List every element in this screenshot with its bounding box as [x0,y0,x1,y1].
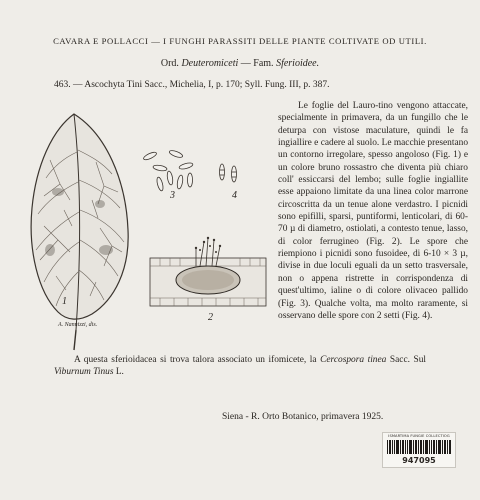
figure-label-3: 3 [170,190,175,201]
barcode-bars [387,440,451,454]
order-prefix: Ord. [160,58,179,69]
illustrator-credit: A. Nannizzi, dis. [58,322,98,328]
illustration-plate [0,100,280,390]
spores-figure-3 [143,149,194,191]
leaf-figure [31,114,128,350]
barcode-caption: ISMARTIMA FUNGIE COLLECTIOG [388,434,450,438]
order-line [0,58,480,69]
order-name: Deuteromiceti [181,58,239,69]
description-continuation [54,354,426,379]
family-name: Sferioidee. [276,58,320,69]
spores-figure-4 [220,164,237,182]
page-header: CAVARA E POLLACCI — I FUNGHI PARASSITI DELLE PIANTE COLTIVATE OD UTILI. [53,36,427,46]
signature-line: Siena - R. Orto Botanico, primavera 1925. [222,412,384,422]
figure-label-1: 1 [62,296,67,307]
note-part-a: A questa sferioidacea si trova talora associato un ifomicete, la [74,355,317,365]
note-part-b: Sacc. Sul [389,355,427,365]
description-text: Le foglie del Lauro-tino vengono attaccate, specialmente in primavera, da un fungillo che le deturpa con vistose maculature, quindi le fa ingiallire e cadere al suolo. Le macchie presentano un contorno irregolare, spesso angoloso (Fig. 1) e un colore bruno rossastro che diventa più chiaro coll' essiccarsi del lembo; sulle foglie ingiallite esse appaiono limitate da una linea color marrone circoscritta da un tenue alone verdastro. I picnidi sono epifilli, sparsi, puntiformi, lenticolari, di 60-70 µ di diametro, ostiolati, a contesto tenue, lasso, di color ferrugineo (Fig. 2). Le spore che riempiono i picnidi sono fusoidee, di 6-10 × 3 µ, divise in due loculi eguali da un setto trasversale, non o appena ristrette in corrispondenza di quest'ultimo, ialine o di colore olivaceo pallido (Fig. 3). Qualche volta, ma molto raramente, si osservano delle spore con 2 setti (Fig. 4). [278,101,469,321]
description-column [278,100,468,322]
figure-label-2: 2 [208,312,213,323]
barcode-label [382,432,456,468]
figure-label-4: 4 [232,190,237,201]
cercospora-name: Cercospora tinea [320,355,387,365]
family-prefix: — Fam. [240,58,274,69]
note-part-c: L. [115,367,124,378]
species-heading: 463. — Ascochyta Tini Sacc., Michelia, I, p. 170; Syll. Fung. III, p. 387. [54,80,330,90]
pycnidium-figure-2 [150,237,266,306]
barcode-number: 947095 [402,456,436,465]
viburnum-name: Viburnum Tinus [54,367,114,378]
associated-fungus-note [54,354,426,379]
